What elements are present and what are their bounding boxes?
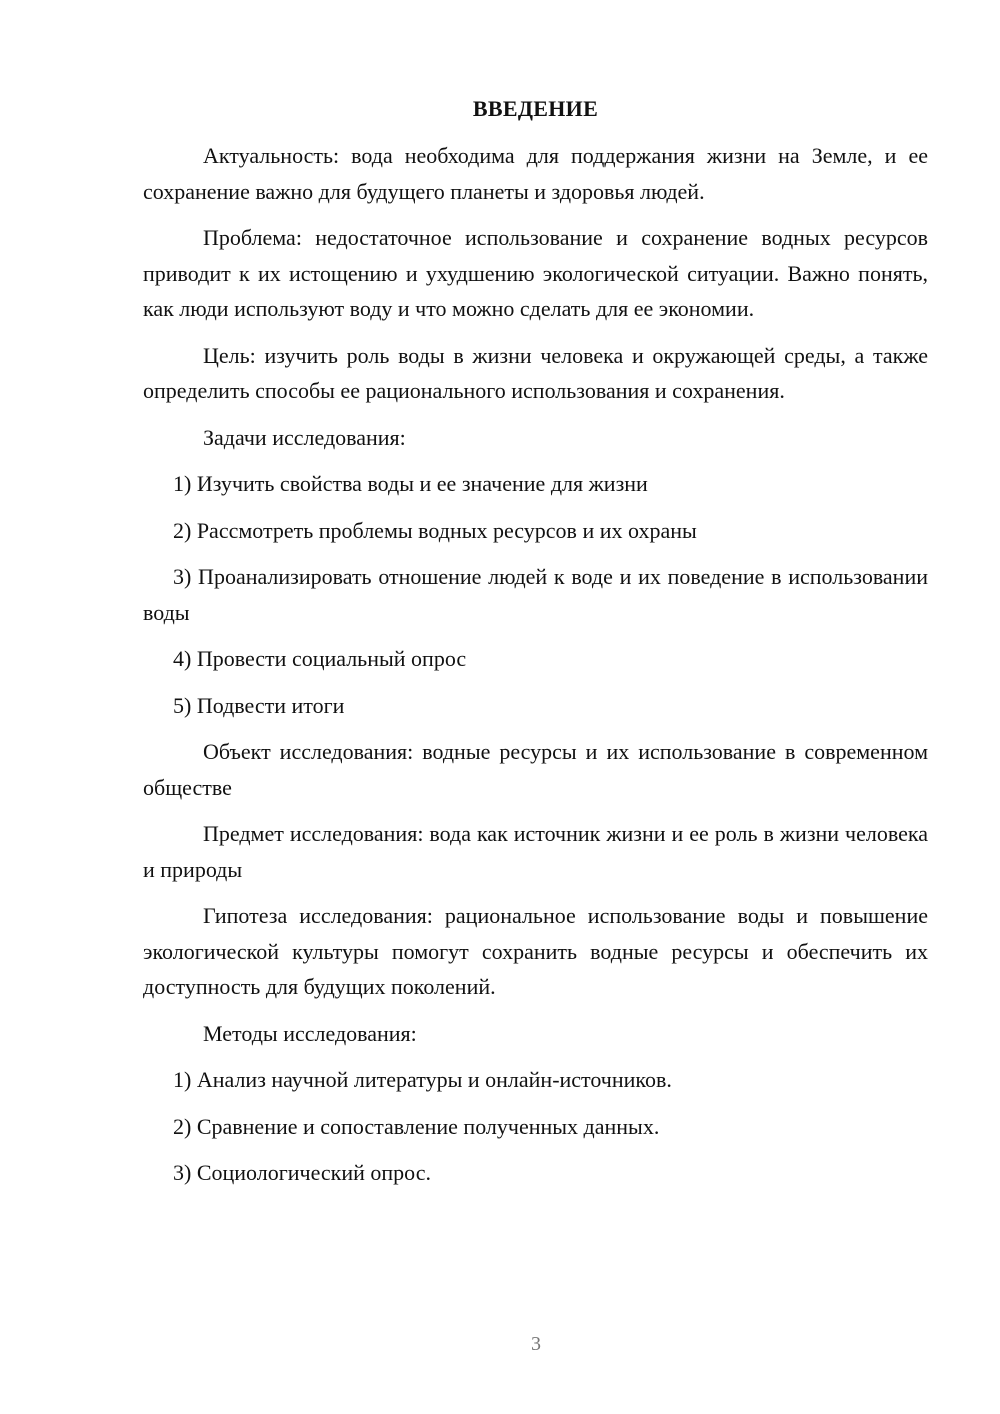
section-heading: ВВЕДЕНИЕ bbox=[472, 96, 599, 121]
subject-paragraph: Предмет исследования: вода как источник жизни и ее роль в жизни человека и природы bbox=[143, 821, 928, 882]
methods-heading: Методы исследования: bbox=[203, 1020, 417, 1046]
task-item: 1) Изучить свойства воды и ее значение для жизни bbox=[173, 471, 648, 496]
hypothesis-paragraph: Гипотеза исследования: рациональное использование воды и повышение экологической культуры помогут сохранить водные ресурсы и обеспечить их доступность для будущих поколений. bbox=[143, 903, 928, 999]
task-item: 3) Проанализировать отношение людей к воде и их поведение в использовании воды bbox=[143, 564, 928, 625]
goal-paragraph: Цель: изучить роль воды в жизни человека и окружающей среды, а также определить способы ее рационального использования и сохранения. bbox=[143, 342, 928, 403]
page-number: 3 bbox=[531, 1333, 541, 1355]
task-item: 2) Рассмотреть проблемы водных ресурсов и их охраны bbox=[173, 517, 697, 543]
method-item: 2) Сравнение и сопоставление полученных данных. bbox=[173, 1113, 660, 1139]
page-content bbox=[143, 94, 928, 1202]
method-item: 1) Анализ научной литературы и онлайн-источников. bbox=[173, 1067, 672, 1092]
method-item: 3) Социологический опрос. bbox=[173, 1160, 431, 1185]
task-item: 4) Провести социальный опрос bbox=[173, 646, 467, 671]
relevance-paragraph: Актуальность: вода необходима для поддержания жизни на Земле, и ее сохранение важно для будущего планеты и здоровья людей. bbox=[143, 143, 928, 204]
object-paragraph: Объект исследования: водные ресурсы и их использование в современном обществе bbox=[143, 739, 928, 800]
problem-paragraph: Проблема: недостаточное использование и сохранение водных ресурсов приводит к их истощению и ухудшению экологической ситуации. Важно понять, как люди используют воду и что можно сделать для ее экономии. bbox=[143, 225, 928, 321]
task-item: 5) Подвести итоги bbox=[173, 692, 345, 718]
tasks-heading: Задачи исследования: bbox=[203, 424, 406, 450]
